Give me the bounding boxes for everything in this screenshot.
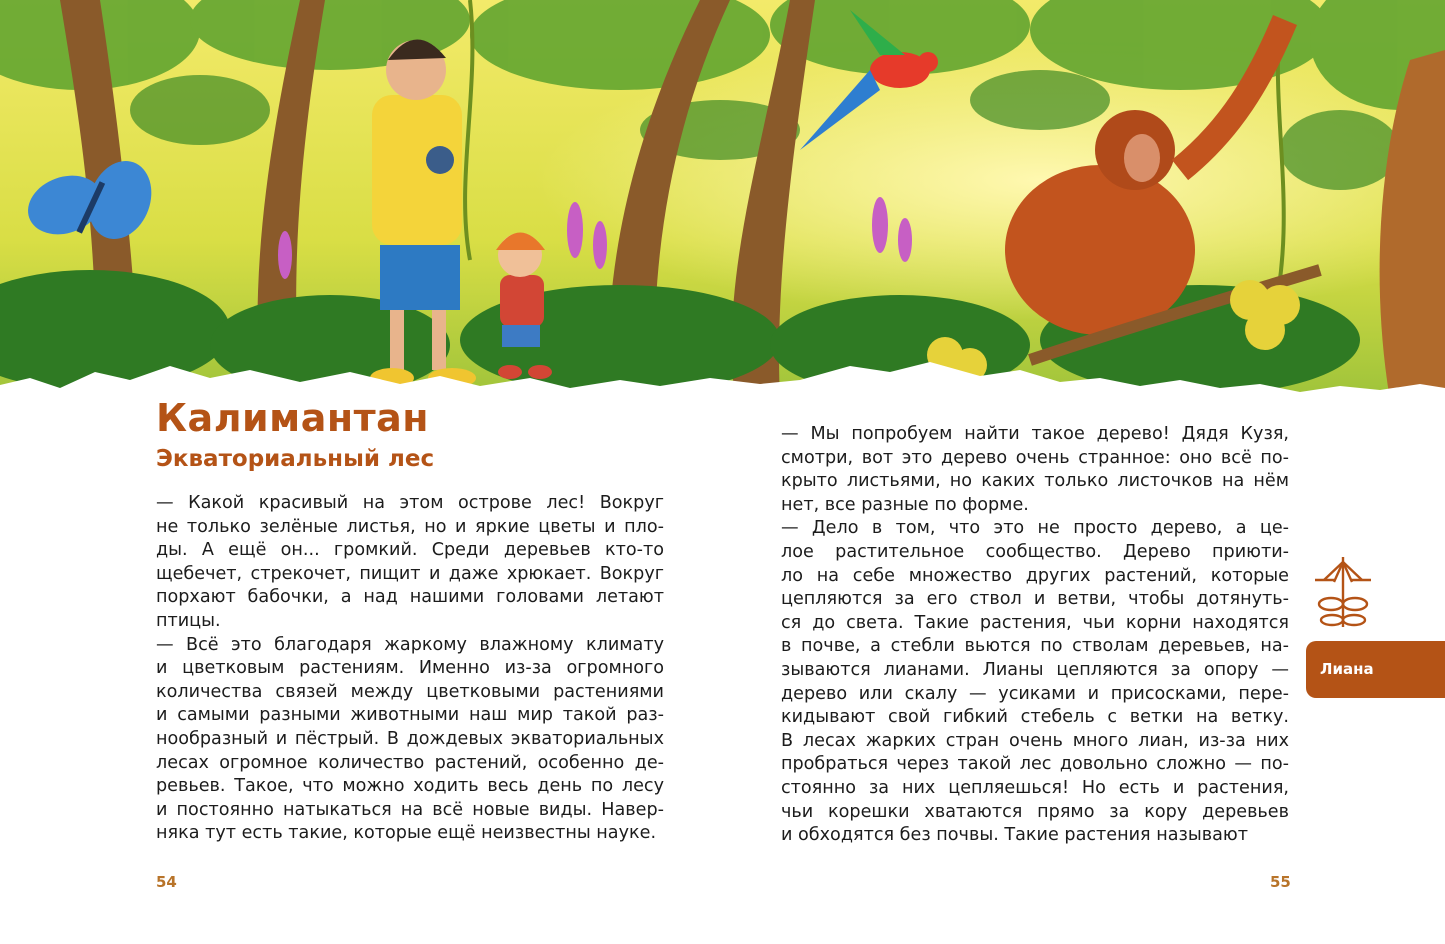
right-text-line: смотри, вот это дерево очень странное: оно всё по- bbox=[781, 447, 1289, 468]
left-text-line: не только зелёные листья, но и яркие цветы и пло- bbox=[156, 516, 664, 537]
right-text-line: в почве, а стебли вьются по стволам деревьев, на- bbox=[781, 636, 1289, 657]
page-number-left: 54 bbox=[156, 873, 177, 891]
right-text-line: — Мы попробуем найти такое дерево! Дядя Кузя, bbox=[781, 424, 1289, 444]
right-text-line: стоянно за них цепляешься! Но есть и растения, bbox=[781, 777, 1289, 798]
left-text-line: и самыми разными животными наш мир такой раз- bbox=[156, 705, 664, 726]
left-text-line: нообразный и пёстрый. В дождевых экваториальных bbox=[156, 728, 664, 749]
right-text-line: и обходятся без почвы. Такие растения называют bbox=[781, 825, 1248, 846]
left-text-line: ды. А ещё он... громкий. Среди деревьев кто-то bbox=[156, 540, 664, 561]
right-text-line: цепляются за его ствол и ветви, чтобы дотянуть- bbox=[781, 589, 1289, 610]
left-text-line: количества связей между цветковыми растениями bbox=[156, 681, 664, 702]
left-text-line: щебечет, стрекочет, пищит и даже хрюкает. Вокруг bbox=[156, 563, 664, 584]
right-text-line: дерево или скалу — усиками и присосками, пере- bbox=[781, 683, 1289, 704]
left-text-line: птицы. bbox=[156, 610, 221, 631]
left-text-line: ревьев. Такое, что можно ходить весь день по лесу bbox=[156, 776, 664, 797]
right-text-line: В лесах жарких стран очень много лиан, из-за них bbox=[781, 730, 1289, 751]
right-text-column bbox=[781, 423, 1289, 848]
right-text-line: чьи корешки хватаются прямо за кору деревьев bbox=[781, 801, 1289, 822]
right-text-line: нет, все разные по форме. bbox=[781, 494, 1029, 515]
right-text-line: — Дело в том, что это не просто дерево, а це- bbox=[781, 518, 1289, 539]
left-text-line: лесах огромное количество растений, особенно де- bbox=[156, 752, 664, 773]
right-text-line: крыто листьями, но каких только листочков на нём bbox=[781, 471, 1289, 492]
glossary-tab-label: Лиана bbox=[1320, 660, 1374, 678]
right-text-line: ло на себе множество других растений, которые bbox=[781, 565, 1289, 586]
page-subtitle: Экваториальный лес bbox=[156, 446, 435, 472]
right-text-line: зываются лианами. Лианы цепляются за опору — bbox=[781, 659, 1289, 680]
page-number-right: 55 bbox=[1270, 873, 1291, 891]
jungle-illustration bbox=[0, 0, 1445, 400]
right-text-line: лое растительное сообщество. Дерево приюти- bbox=[781, 541, 1289, 562]
liana-plant-icon bbox=[1310, 552, 1376, 630]
left-text-line: няка тут есть такие, которые ещё неизвестны науке. bbox=[156, 823, 657, 844]
glossary-tab[interactable] bbox=[1306, 641, 1445, 698]
right-text-line: кидывают свой гибкий стебель с ветки на ветку. bbox=[781, 707, 1289, 728]
left-text-column bbox=[156, 492, 664, 846]
left-text-line: порхают бабочки, а над нашими головами летают bbox=[156, 587, 664, 608]
left-text-line: — Какой красивый на этом острове лес! Вокруг bbox=[156, 493, 664, 513]
left-text-line: и цветковым растениям. Именно из-за огромного bbox=[156, 658, 664, 679]
right-text-line: ся до света. Такие растения, чьи корни находятся bbox=[781, 612, 1289, 633]
right-text-line: пробраться через такой лес довольно сложно — по- bbox=[781, 754, 1289, 775]
left-text-line: и постоянно натыкаться на всё новые виды. Навер- bbox=[156, 799, 664, 820]
left-text-line: — Всё это благодаря жаркому влажному климату bbox=[156, 634, 664, 655]
page-title: Калимантан bbox=[156, 396, 430, 440]
